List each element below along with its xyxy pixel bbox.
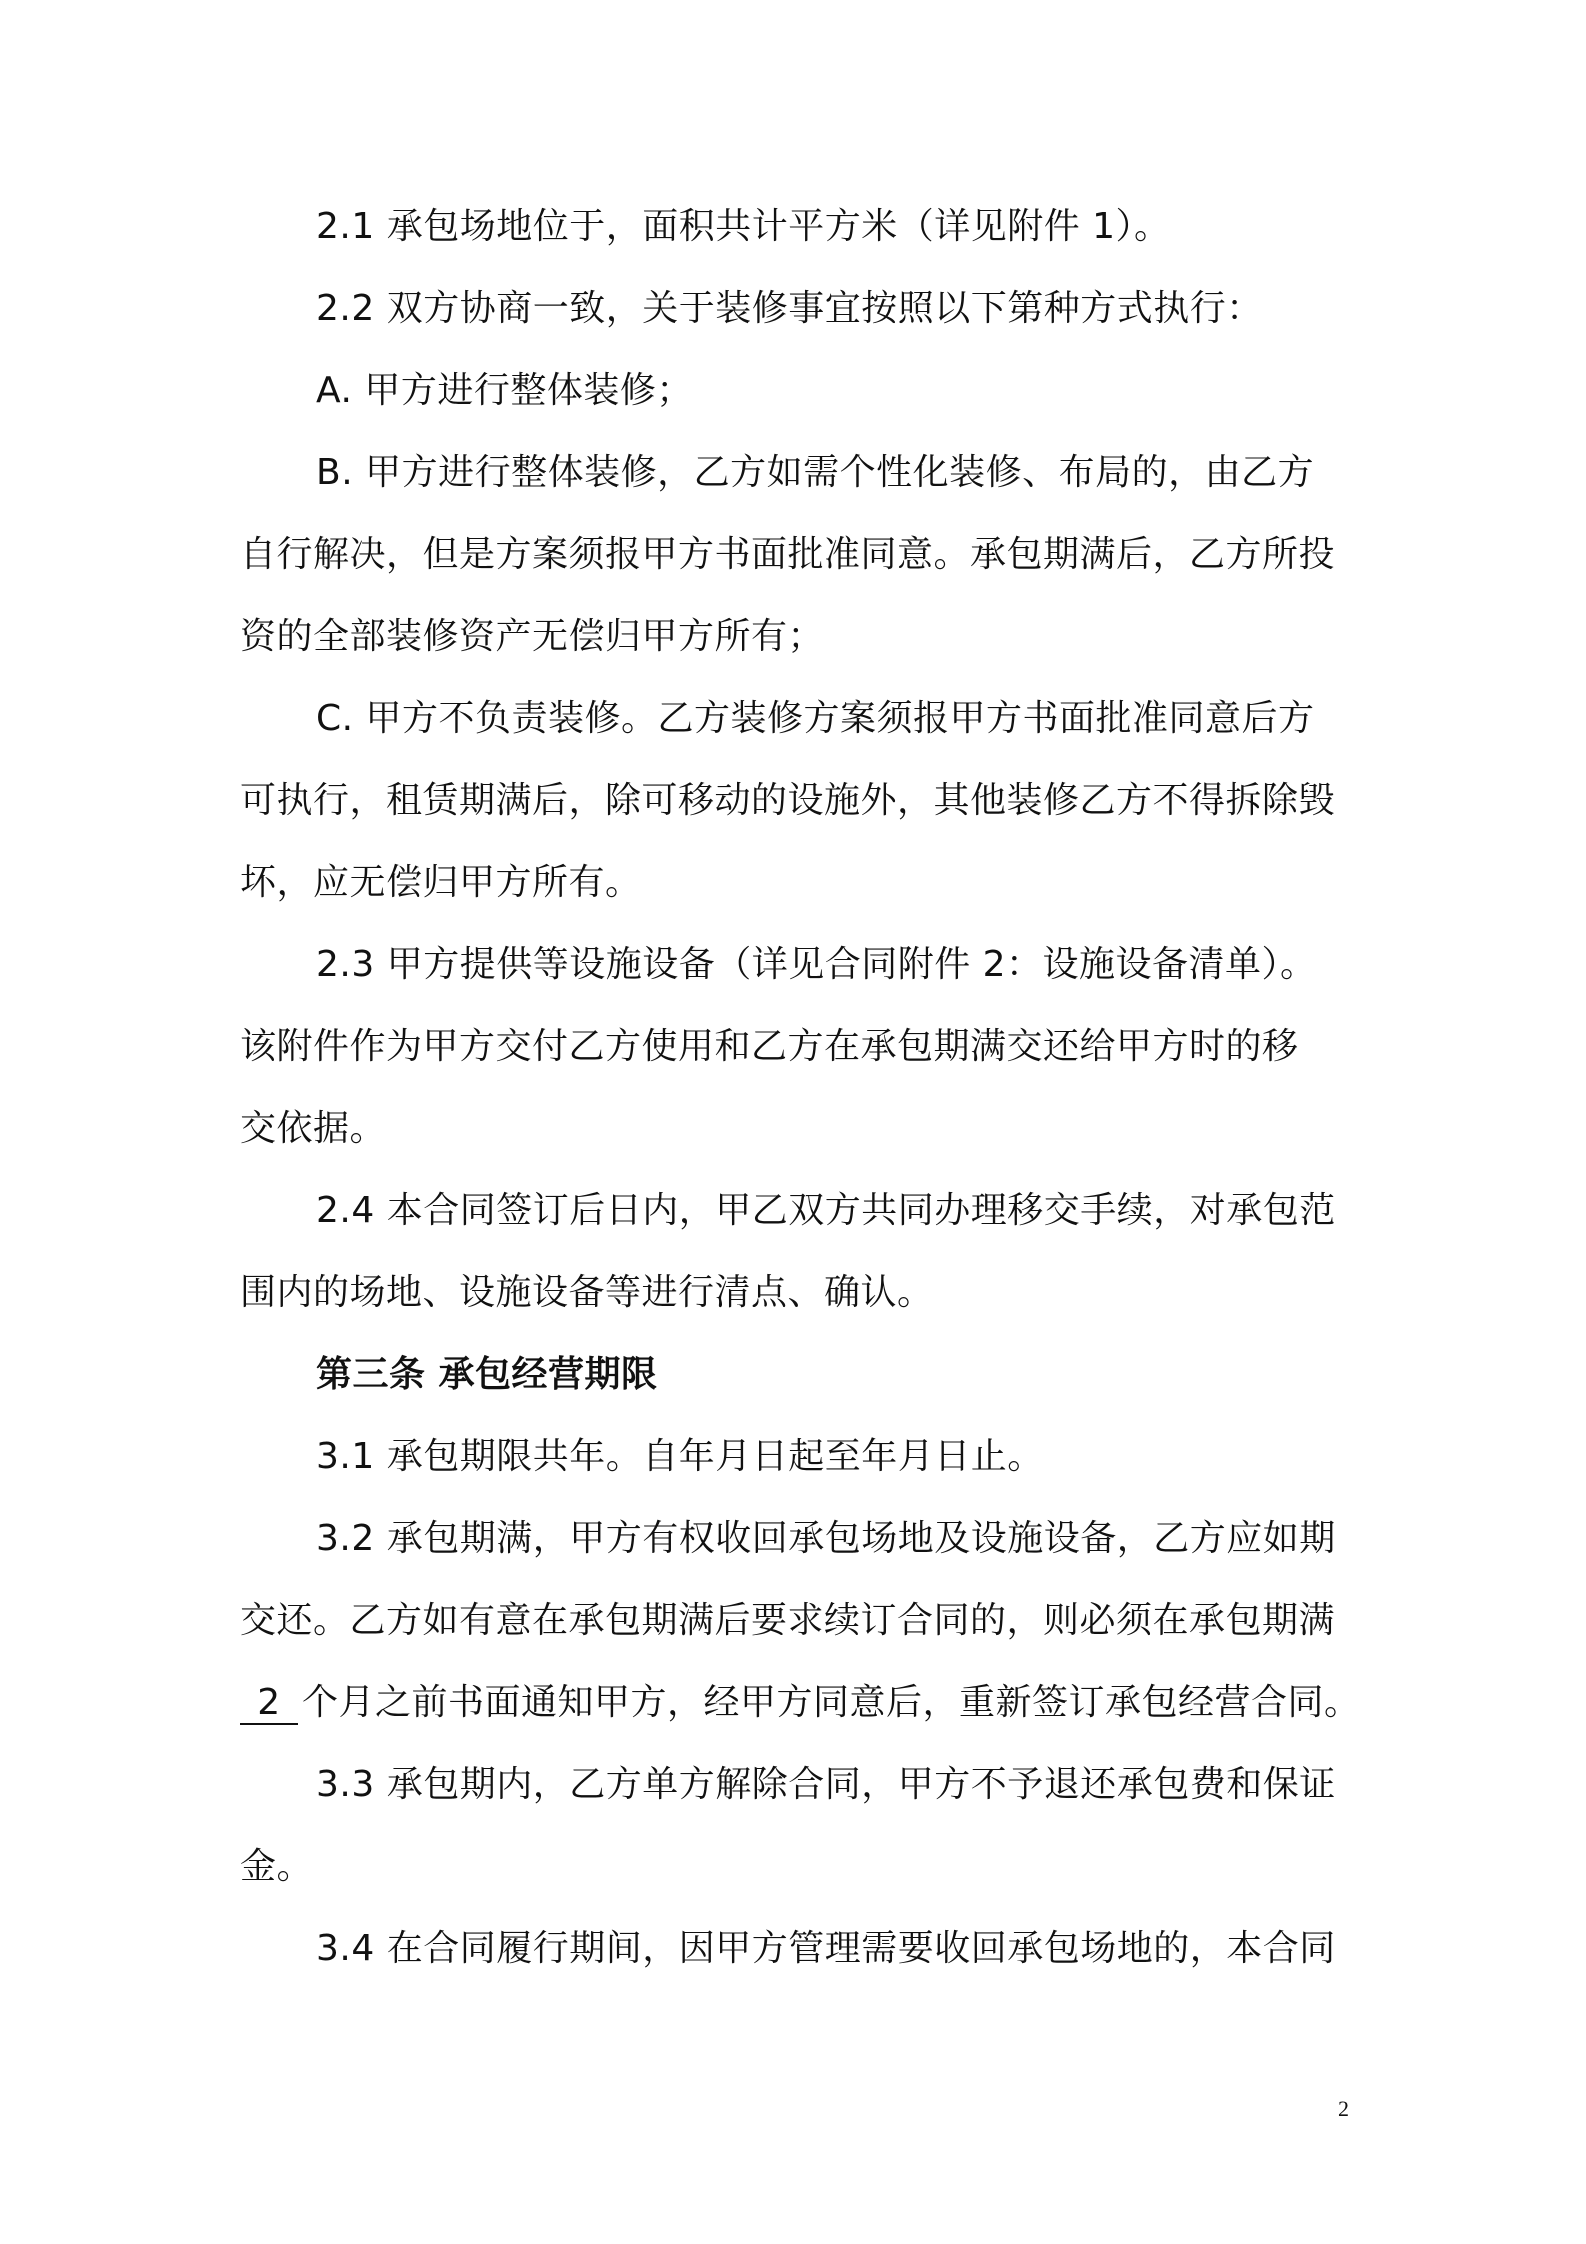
paragraph-line: C. 甲方不负责装修。乙方装修方案须报甲方书面批准同意后方 bbox=[316, 698, 1315, 739]
paragraph-line: 围内的场地、设施设备等进行清点、确认。 bbox=[240, 1272, 934, 1313]
paragraph-line-with-blank bbox=[240, 1662, 1361, 1744]
paragraph-line: 2.1 承包场地位于，面积共计平方米（详见附件 1）。 bbox=[316, 206, 1171, 247]
paragraph-line: 资的全部装修资产无偿归甲方所有； bbox=[240, 616, 825, 657]
paragraph-line: 2.2 双方协商一致，关于装修事宜按照以下第种方式执行： bbox=[316, 288, 1263, 329]
paragraph-line: 坏，应无偿归甲方所有。 bbox=[240, 862, 642, 903]
document-body bbox=[240, 186, 1361, 1990]
paragraph-line: 3.2 承包期满，甲方有权收回承包场地及设施设备，乙方应如期 bbox=[316, 1518, 1336, 1559]
paragraph-line: 交依据。 bbox=[240, 1108, 387, 1149]
paragraph-line: 金。 bbox=[240, 1846, 314, 1887]
paragraph-line: A. 甲方进行整体装修； bbox=[316, 370, 693, 411]
paragraph-line: 可执行，租赁期满后，除可移动的设施外，其他装修乙方不得拆除毁 bbox=[240, 780, 1336, 821]
paragraph-line: 自行解决，但是方案须报甲方书面批准同意。承包期满后，乙方所投 bbox=[240, 534, 1336, 575]
paragraph-line: 2.3 甲方提供等设施设备（详见合同附件 2：设施设备清单）。 bbox=[316, 944, 1317, 985]
paragraph-line-text: 个月之前书面通知甲方，经甲方同意后，重新签订承包经营合同。 bbox=[302, 1682, 1361, 1723]
paragraph-line: 3.4 在合同履行期间，因甲方管理需要收回承包场地的，本合同 bbox=[316, 1928, 1336, 1969]
paragraph-line: 该附件作为甲方交付乙方使用和乙方在承包期满交还给甲方时的移 bbox=[240, 1026, 1299, 1067]
filled-blank: 2 bbox=[240, 1683, 298, 1725]
paragraph-line: 2.4 本合同签订后日内，甲乙双方共同办理移交手续，对承包范 bbox=[316, 1190, 1336, 1231]
paragraph-line: 3.3 承包期内，乙方单方解除合同，甲方不予退还承包费和保证 bbox=[316, 1764, 1336, 1805]
section-heading: 第三条 承包经营期限 bbox=[316, 1354, 658, 1395]
paragraph-line: 交还。乙方如有意在承包期满后要求续订合同的，则必须在承包期满 bbox=[240, 1600, 1336, 1641]
page-number: 2 bbox=[1338, 2096, 1349, 2121]
paragraph-line: B. 甲方进行整体装修，乙方如需个性化装修、布局的，由乙方 bbox=[316, 452, 1315, 493]
paragraph-line: 3.1 承包期限共年。自年月日起至年月日止。 bbox=[316, 1436, 1044, 1477]
